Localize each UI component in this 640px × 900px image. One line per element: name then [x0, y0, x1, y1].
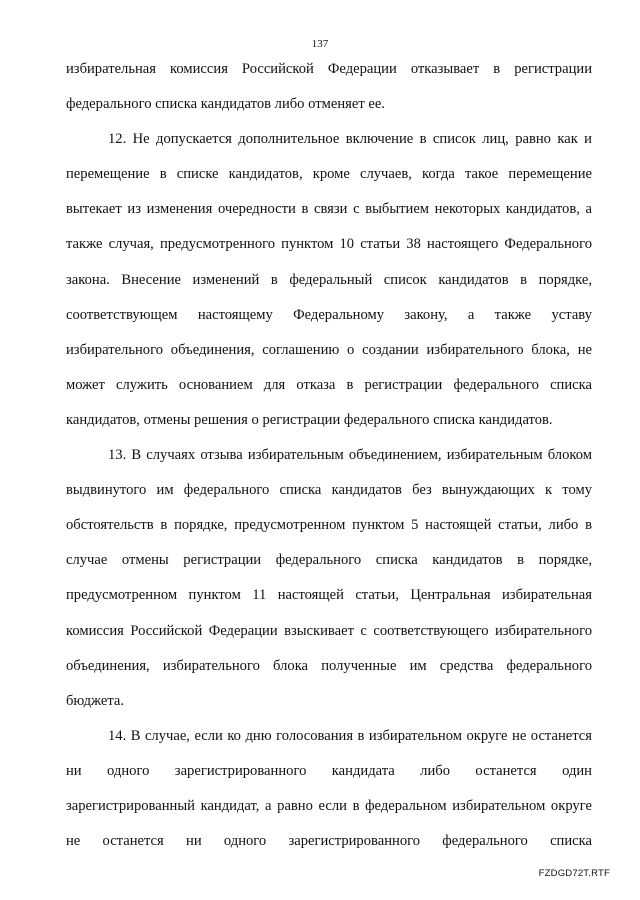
document-body — [66, 52, 592, 859]
paragraph-14: 14. В случае, если ко дню голосования в избирательном округе не останется ни одного зарегистрированного кандидата либо останется один зарегистрированный кандидат, а равно если в федеральном избирательном округе не останется ни одного зарегистрированного федерального списка — [66, 727, 592, 850]
paragraph-13: 13. В случаях отзыва избирательным объединением, избирательным блоком выдвинутого им федерального списка кандидатов без вынуждающих к тому обстоятельств в порядке, предусмотренном пунктом 5 настоящей статьи, либо в случае отмены регистрации федерального списка кандидатов в порядке, предусмотренном пунктом 11 настоящей статьи, Центральная избирательная комиссия Российской Федерации взыскивает с соответствующего избирательного объединения, избирательного блока полученные им средства федерального бюджета. — [66, 447, 592, 709]
page-number: 137 — [311, 38, 329, 50]
footer-file-code: FZDGD72T.RTF — [538, 868, 610, 879]
paragraph-12: 12. Не допускается дополнительное включение в список лиц, равно как и перемещение в списке кандидатов, кроме случаев, когда такое перемещение вытекает из изменения очередности в связи с выбытием некоторых кандидатов, а также случая, предусмотренного пунктом 10 статьи 38 настоящего Федерального закона. Внесение изменений в федеральный список кандидатов в порядке, соответствующем настоящему Федеральному закону, а также уставу избирательного объединения, соглашению о создании избирательного блока, не может служить основанием для отказа в регистрации федерального списка кандидатов, отмены решения о регистрации федерального списка кандидатов. — [66, 131, 592, 428]
paragraph-continuation: избирательная комиссия Российской Федерации отказывает в регистрации федерального списка кандидатов либо отменяет ее. — [66, 61, 592, 113]
